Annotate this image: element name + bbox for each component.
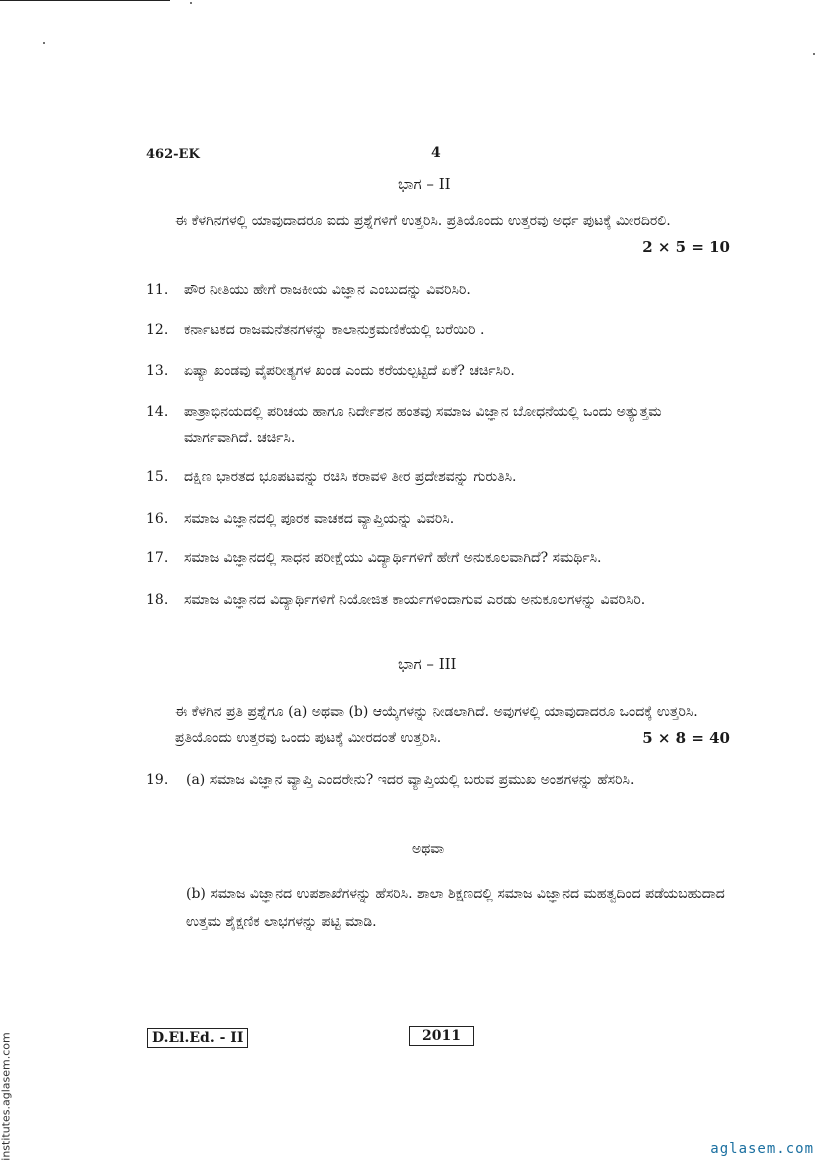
question-number: 13. (146, 363, 169, 379)
question-11 (146, 277, 732, 303)
question-13 (146, 358, 732, 384)
question-text: ಸಮಾಜ ವಿಜ್ಞಾನದಲ್ಲಿ ಸಾಧನ ಪರೀಕ್ಷೆಯು ವಿದ್ಯಾರ್ಥಿಗಳಿಗೆ ಹೇಗೆ ಅನುಕೂಲವಾಗಿದೆ? ಸಮರ್ಥಿಸಿ. (184, 550, 602, 566)
scan-speck (43, 42, 45, 44)
part-3-marks: 5 × 8 = 40 (642, 729, 730, 747)
question-text: ಪಾತ್ರಾಭಿನಯದಲ್ಲಿ ಪರಿಚಯ ಹಾಗೂ ನಿರ್ದೇಶನ ಹಂತವು ಸಮಾಜ ವಿಜ್ಞಾನ ಬೋಧನೆಯಲ್ಲಿ ಒಂದು ಅತ್ಯುತ್ತಮ ಮಾರ್ಗವಾಗಿದೆ. ಚರ್ಚಿಸಿ. (184, 404, 662, 446)
part-2-marks: 2 × 5 = 10 (642, 238, 730, 256)
scan-edge-line (0, 0, 170, 1)
option-a-text: ಸಮಾಜ ವಿಜ್ಞಾನ ವ್ಯಾಪ್ತಿ ಎಂದರೇನು? ಇದರ ವ್ಯಾಪ್ತಿಯಲ್ಲಿ ಬರುವ ಪ್ರಮುಖ ಅಂಶಗಳನ್ನು ಹೆಸರಿಸಿ. (209, 772, 635, 788)
question-19 (146, 767, 732, 793)
page-number: 4 (431, 145, 441, 161)
part-3-instruction-text: ಈ ಕೆಳಗಿನ ಪ್ರತಿ ಪ್ರಶ್ನೆಗೂ (a) ಅಥವಾ (b) ಆಯ್ಕೆಗಳನ್ನು ನೀಡಲಾಗಿದೆ. ಅವುಗಳಲ್ಲಿ ಯಾವುದಾದರೂ ಒಂದಕ್ಕೆ ಉತ್ತರಿಸಿ. ಪ್ರತಿಯೊಂದು ಉತ್ತರವು ಒಂದು ಪುಟಕ್ಕೆ ಮೀರದಂತೆ ಉತ್ತರಿಸಿ. (175, 704, 698, 746)
side-watermark: institutes.aglasem.com (0, 1032, 13, 1161)
question-text: ಏಷ್ಯಾ ಖಂಡವು ವೈಪರೀತ್ಯಗಳ ಖಂಡ ಎಂದು ಕರೆಯಲ್ಪಟ್ಟಿದೆ ಏಕೆ? ಚರ್ಚಿಸಿರಿ. (184, 363, 515, 379)
option-a-label: (a) (186, 772, 206, 788)
scan-speck (813, 53, 815, 55)
option-b-text: ಸಮಾಜ ವಿಜ್ಞಾನದ ಉಪಶಾಖೆಗಳನ್ನು ಹೆಸರಿಸಿ. ಶಾಲಾ ಶಿಕ್ಷಣದಲ್ಲಿ ಸಮಾಜ ವಿಜ್ಞಾನದ ಮಹತ್ವದಿಂದ ಪಡೆಯಬಹುದಾದ ಉತ್ತಮ ಶೈಕ್ಷಣಿಕ ಲಾಭಗಳನ್ನು ಪಟ್ಟಿ ಮಾಡಿ. (186, 886, 725, 930)
question-17 (146, 545, 732, 571)
part-2-instruction-text: ಈ ಕೆಳಗಿನಗಳಲ್ಲಿ ಯಾವುದಾದರೂ ಐದು ಪ್ರಶ್ನೆಗಳಿಗೆ ಉತ್ತರಿಸಿ. ಪ್ರತಿಯೊಂದು ಉತ್ತರವು ಅರ್ಧ ಪುಟಕ್ಕೆ ಮೀರದಿರಲಿ. (175, 213, 671, 229)
question-text: ದಕ್ಷಿಣ ಭಾರತದ ಭೂಪಟವನ್ನು ರಚಿಸಿ ಕರಾವಳಿ ತೀರ ಪ್ರದೇಶವನ್ನು ಗುರುತಿಸಿ. (184, 469, 517, 485)
question-number: 15. (146, 469, 169, 485)
corner-watermark: aglasem.com (710, 1141, 814, 1157)
question-text: ಸಮಾಜ ವಿಜ್ಞಾನದ ವಿದ್ಯಾರ್ಥಿಗಳಿಗೆ ನಿಯೋಜಿತ ಕಾರ್ಯಗಳಿಂದಾಗುವ ಎರಡು ಅನುಕೂಲಗಳನ್ನು ವಿವರಿಸಿರಿ. (184, 592, 646, 608)
question-19a (186, 767, 732, 793)
question-18 (146, 587, 732, 613)
question-15 (146, 464, 732, 490)
question-number: 11. (146, 282, 169, 298)
question-text: ಪೌರ ನೀತಿಯು ಹೇಗೆ ರಾಜಕೀಯ ವಿಜ್ಞಾನ ಎಂಬುದನ್ನು ವಿವರಿಸಿರಿ. (184, 282, 471, 298)
part-2-heading: ಭಾಗ – II (398, 175, 451, 193)
part-3-heading: ಭಾಗ – III (398, 655, 457, 673)
question-number: 16. (146, 511, 169, 527)
part-3-instruction (175, 699, 730, 751)
question-14 (146, 399, 732, 451)
question-16 (146, 506, 732, 532)
question-number: 19. (146, 772, 169, 788)
question-number: 18. (146, 592, 169, 608)
question-text: ಕರ್ನಾಟಕದ ರಾಜಮನೆತನಗಳನ್ನು ಕಾಲಾನುಕ್ರಮಣಿಕೆಯಲ್ಲಿ ಬರೆಯಿರಿ . (184, 322, 485, 338)
question-number: 17. (146, 550, 169, 566)
option-b-label: (b) (186, 886, 206, 902)
or-separator: ಅಥವಾ (412, 841, 445, 857)
question-12 (146, 317, 732, 343)
question-number: 12. (146, 322, 169, 338)
question-text: ಸಮಾಜ ವಿಜ್ಞಾನದಲ್ಲಿ ಪೂರಕ ವಾಚಕದ ವ್ಯಾಪ್ತಿಯನ್ನು ವಿವರಿಸಿ. (184, 511, 455, 527)
paper-code: 462-EK (146, 147, 200, 162)
part-2-instruction (175, 208, 730, 256)
course-box: D.El.Ed. - II (147, 1028, 248, 1048)
scan-speck (190, 2, 192, 4)
year-box: 2011 (409, 1026, 474, 1046)
question-number: 14. (146, 404, 169, 420)
question-19b (186, 880, 732, 936)
